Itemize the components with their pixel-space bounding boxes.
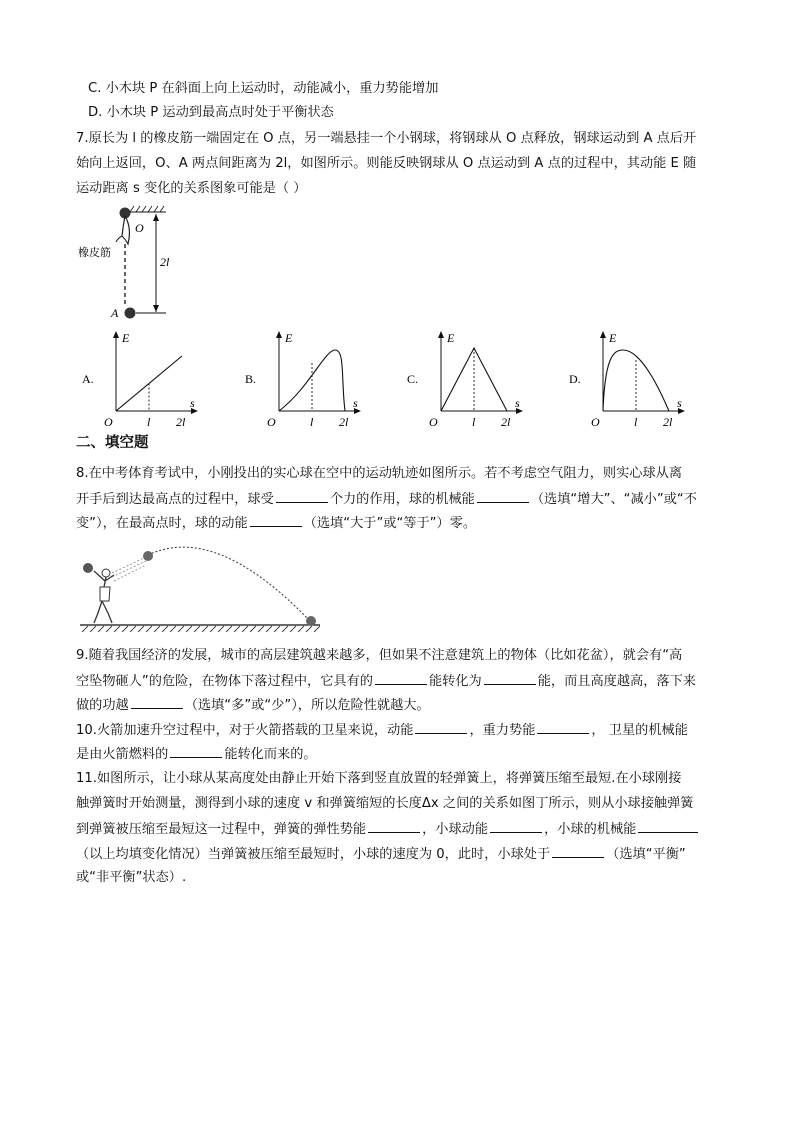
q9-text-segment: （选填“多”或“少”），所以危险性就越大。 <box>184 698 430 713</box>
y-axis-label: E <box>609 331 617 345</box>
option-letter: B. <box>245 372 257 386</box>
origin-label: O <box>429 415 438 429</box>
q11-text-segment: ，小球动能 <box>422 822 489 837</box>
q9-text-segment: 能转化为 <box>428 674 482 689</box>
tick-label-l: l <box>634 415 638 429</box>
q6-option-d: D. 小木块 P 运动到最高点时处于平衡状态 <box>88 105 334 120</box>
q10-text-segment: 是由火箭燃料的 <box>76 747 169 762</box>
answer-blank[interactable] <box>375 672 427 685</box>
answer-blank[interactable] <box>537 721 589 734</box>
energy-graph-option <box>247 328 372 428</box>
q9-text-segment: 能，而且高度越高，落下来 <box>537 674 696 689</box>
y-axis-label: E <box>122 331 130 345</box>
x-axis-label: s <box>677 396 682 410</box>
y-axis-arrow <box>600 331 606 338</box>
answer-blank[interactable] <box>170 745 222 758</box>
tick-label-2l: 2l <box>501 415 511 429</box>
q9-text-segment: 空坠物砸人”的危险，在物体下落过程中，它具有的 <box>76 674 373 689</box>
section-title: 二、填空题 <box>76 435 149 451</box>
q11-text-line1: 11.如图所示，让小球从某高度处由静止开始下落到竖直放置的轻弹簧上，将弹簧压缩至最短.在小球刚接 <box>76 771 682 786</box>
q11-text-segment: ，小球的机械能 <box>544 822 637 837</box>
q7-text-line1: 7.原长为 l 的橡皮筋一端固定在 O 点，另一端悬挂一个小钢球，将钢球从 O 点释放，钢球运动到 A 点后开 <box>76 131 697 146</box>
q10-text-line1 <box>76 721 688 740</box>
label-2l: 2l <box>160 255 170 269</box>
y-axis-label: E <box>447 331 455 345</box>
q10-text-segment: ，重力势能 <box>469 723 536 738</box>
y-axis-arrow <box>438 331 444 338</box>
q8-text-line1: 8.在中考体育考试中，小刚投出的实心球在空中的运动轨迹如图所示。若不考虑空气阻力，则实心球从离 <box>76 466 683 481</box>
energy-graph-option <box>571 328 696 428</box>
tick-label-2l: 2l <box>663 415 673 429</box>
rubber-band-figure <box>70 200 200 325</box>
label-o: O <box>135 221 144 235</box>
y-axis-arrow <box>276 331 282 338</box>
q10-text-segment: 能转化而来的。 <box>224 747 317 762</box>
q6-option-c: C. 小木块 P 在斜面上向上运动时，动能减小，重力势能增加 <box>88 81 439 96</box>
q10-text-segment: ， 卫星的机械能 <box>591 723 688 738</box>
q11-text-line5: 或“非平衡”状态）. <box>76 870 187 885</box>
x-axis-label: s <box>190 396 195 410</box>
q7-text-line2: 始向上返回，O、A 两点间距离为 2l，如图所示。则能反映钢球从 O 点运动到 A 点的过程中，其动能 E 随 <box>76 156 697 171</box>
q8-text-line2 <box>76 490 697 509</box>
q11-text-segment: （以上均填变化情况）当弹簧被压缩至最短时，小球的速度为 0，此时，小球处于 <box>76 847 551 862</box>
shot-put-figure <box>76 543 326 635</box>
option-letter: D. <box>569 372 581 386</box>
q11-text-segment: （选填“平衡” <box>606 847 686 862</box>
tick-label-l: l <box>147 415 151 429</box>
origin-label: O <box>104 415 113 429</box>
answer-blank[interactable] <box>415 721 467 734</box>
tick-label-2l: 2l <box>176 415 186 429</box>
q9-text-line1: 9.随着我国经济的发展，城市的高层建筑越来越多，但如果不注意建筑上的物体（比如花盆），就会有“高 <box>76 648 683 663</box>
answer-blank[interactable] <box>484 672 536 685</box>
label-a: A <box>111 306 119 320</box>
x-axis-label: s <box>515 396 520 410</box>
option-letter: A. <box>82 372 94 386</box>
q11-text-line3 <box>76 820 700 839</box>
q7-text-line3: 运动距离 s 变化的关系图象可能是（ ） <box>76 181 307 196</box>
origin-label: O <box>591 415 600 429</box>
answer-blank[interactable] <box>477 490 529 503</box>
q8-text-segment: （选填“增大”、“减小”或“不 <box>530 492 697 507</box>
y-axis-label: E <box>285 331 293 345</box>
label-rubber-band: 橡皮筋 <box>78 246 111 259</box>
q11-text-line4 <box>76 845 686 864</box>
y-axis-arrow <box>113 331 119 338</box>
q9-text-line2 <box>76 672 696 691</box>
q9-text-segment: 做的功越 <box>76 698 129 713</box>
answer-blank[interactable] <box>250 514 302 527</box>
answer-blank[interactable] <box>368 820 420 833</box>
q8-text-line3 <box>76 514 476 533</box>
x-axis-label: s <box>353 396 358 410</box>
energy-graph-option <box>409 328 534 428</box>
answer-blank[interactable] <box>638 820 698 833</box>
tick-label-2l: 2l <box>339 415 349 429</box>
tick-label-l: l <box>310 415 314 429</box>
q11-text-line2: 触弹簧时开始测量，测得到小球的速度 v 和弹簧缩短的长度Δx 之间的关系如图丁所示，则从小球接触弹簧 <box>76 796 694 811</box>
answer-blank[interactable] <box>276 490 328 503</box>
origin-label: O <box>267 415 276 429</box>
answer-blank[interactable] <box>490 820 542 833</box>
q8-text-segment: 开手后到达最高点的过程中，球受 <box>76 492 274 507</box>
answer-blank[interactable] <box>552 845 604 858</box>
option-letter: C. <box>407 372 419 386</box>
answer-blank[interactable] <box>131 696 183 709</box>
q10-text-segment: 10.火箭加速升空过程中，对于火箭搭载的卫星来说，动能 <box>76 723 414 738</box>
q8-text-segment: 变”），在最高点时，球的动能 <box>76 516 248 531</box>
q10-text-line2 <box>76 745 317 764</box>
q8-text-segment: （选填“大于”或“等于”）零。 <box>303 516 477 531</box>
q11-text-segment: 到弹簧被压缩至最短这一过程中，弹簧的弹性势能 <box>76 822 367 837</box>
tick-label-l: l <box>472 415 476 429</box>
q8-text-segment: 个力的作用，球的机械能 <box>329 492 475 507</box>
q9-text-line3 <box>76 696 430 715</box>
energy-graph-option <box>84 328 209 428</box>
